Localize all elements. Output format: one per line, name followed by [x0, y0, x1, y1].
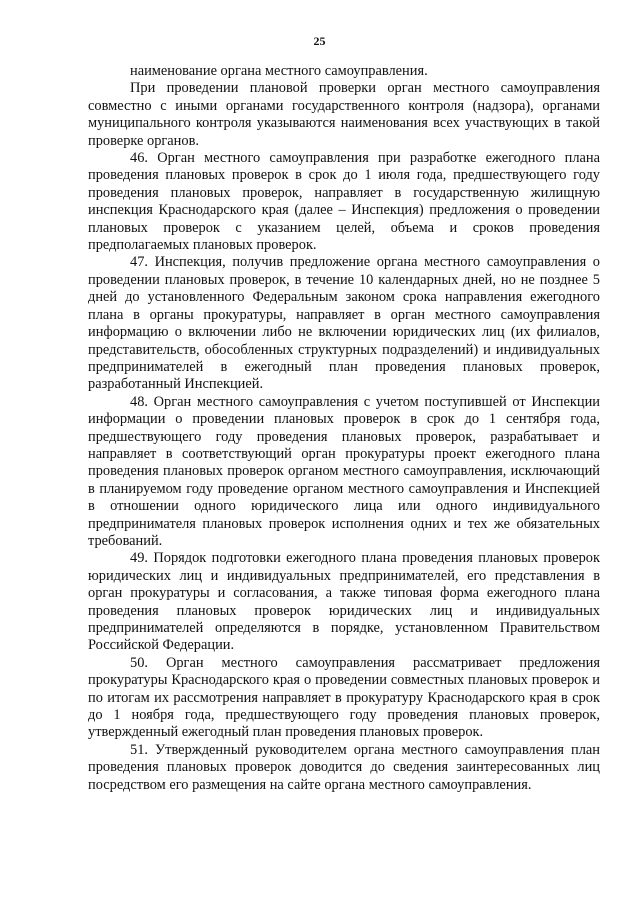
document-body	[88, 63, 600, 794]
paragraph-46: 46. Орган местного самоуправления при разработке ежегодного плана проведения плановых проверок в срок до 1 июля года, предшествующего году проведения плановых проверок, направляет в государственную жилищную инспекция Краснодарского края (далее – Инспекция) предложения о проведении плановых проверок с указанием целей, объема и сроков проведения предполагаемых плановых проверок.	[88, 150, 600, 254]
paragraph-47: 47. Инспекция, получив предложение органа местного самоуправления о проведении плановых проверок, в течение 10 календарных дней, но не позднее 5 дней до установленного Федеральным законом срока направления ежегодного плана в органы прокуратуры, направляет в орган местного самоуправления информацию о включении либо не включении юридических лиц (их филиалов, представительств, обособленных структурных подразделений) и индивидуальных предпринимателей в ежегодный план проведения плановых проверок, разработанный Инспекцией.	[88, 254, 600, 393]
paragraph-joint-inspection: При проведении плановой проверки орган местного самоуправления совместно с иными органами государственного контроля (надзора), органами муниципального контроля указываются наименования всех участвующих в такой проверке органов.	[88, 80, 600, 149]
paragraph-continuation: наименование органа местного самоуправления.	[130, 63, 428, 79]
paragraph-51: 51. Утвержденный руководителем органа местного самоуправления план проведения плановых проверок доводится до сведения заинтересованных лиц посредством его размещения на сайте органа местного самоуправления.	[88, 741, 600, 793]
paragraph-49: 49. Порядок подготовки ежегодного плана проведения плановых проверок юридических лиц и индивидуальных предпринимателей, его представления в орган прокуратуры и согласования, а также типовая форма ежегодного плана проведения плановых проверок юридических лиц и индивидуальных предпринимателей определяются в порядке, установленном Правительством Российской Федерации.	[88, 550, 600, 654]
paragraph-48: 48. Орган местного самоуправления с учетом поступившей от Инспекции информации о проведении плановых проверок в срок до 1 сентября года, предшествующего году проведения плановых проверок, разрабатывает и направляет в соответствующий орган прокуратуры проект ежегодного плана проведения плановых проверок органом местного самоуправления, исключающий в планируемом году проведение органом местного самоуправления и Инспекцией в отношении одного юридического лица или одного индивидуального предпринимателя плановых проверок исполнения одних и тех же обязательных требований.	[88, 393, 600, 549]
page-number: 25	[313, 34, 326, 48]
paragraph-50: 50. Орган местного самоуправления рассматривает предложения прокуратуры Краснодарского края о проведении совместных плановых проверок и по итогам их рассмотрения направляет в прокуратуру Краснодарского края в срок до 1 ноября года, предшествующего году проведения плановых проверок, утвержденный ежегодный план проведения плановых проверок.	[88, 654, 600, 741]
